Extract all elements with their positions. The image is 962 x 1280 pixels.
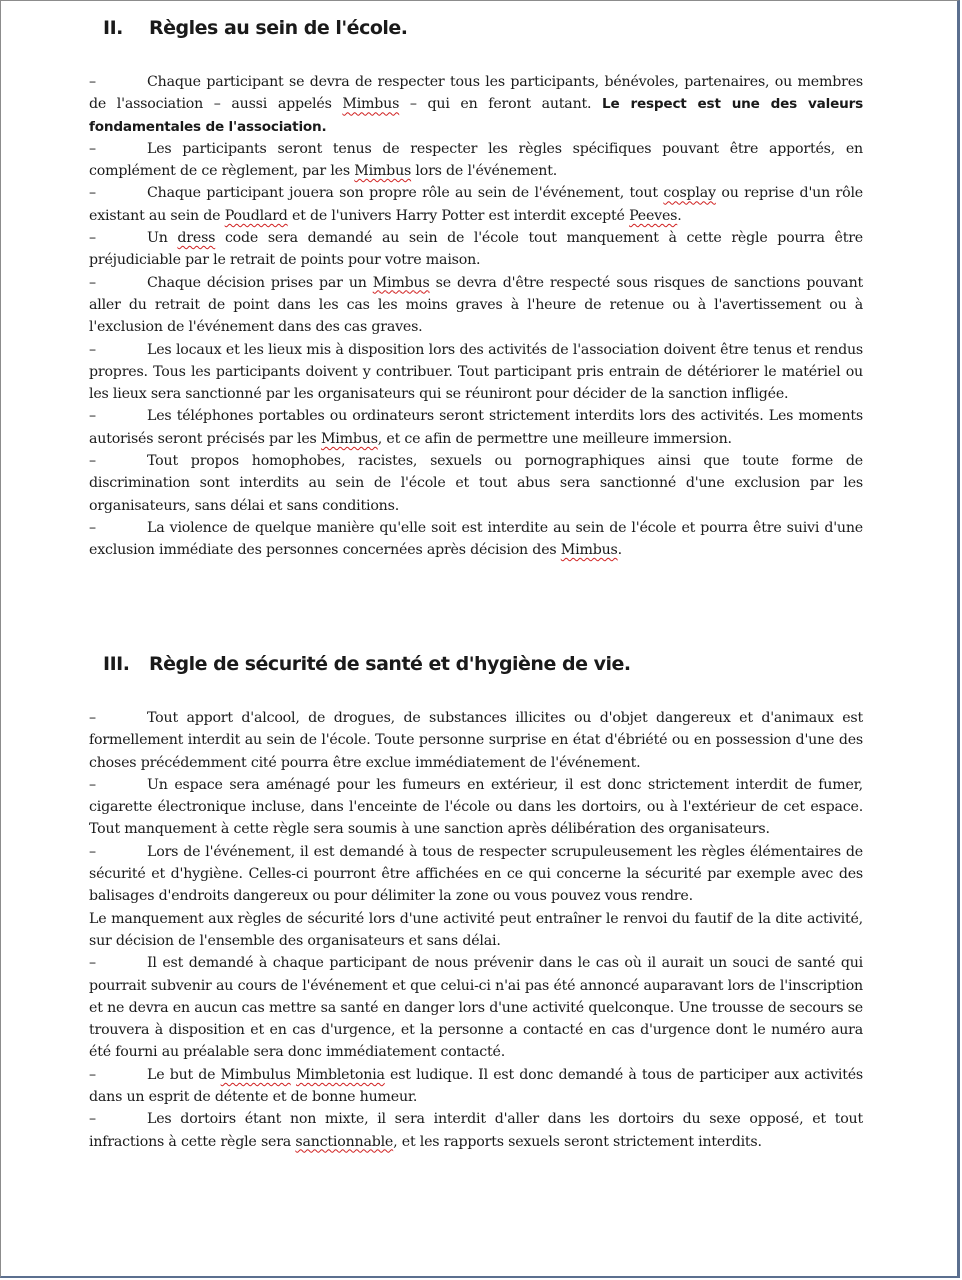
rule-list (89, 707, 863, 1153)
rule-paragraph (89, 707, 863, 774)
rule-text: code sera demandé au sein de l'école tout manquement à cette règle pourra être préjudiciable par le retrait de points pour votre maison. (89, 230, 863, 269)
list-dash: – (89, 776, 96, 793)
rule-text: , et les rapports sexuels seront strictement interdits. (393, 1133, 762, 1150)
section-heading (103, 653, 863, 675)
rule-paragraph (89, 71, 863, 138)
list-dash: – (89, 1066, 96, 1083)
rule-text: Chaque décision prises par un (147, 274, 373, 291)
rule-paragraph (89, 339, 863, 406)
list-dash: – (89, 710, 96, 726)
rule-list (89, 71, 863, 562)
rule-text: . (677, 207, 682, 224)
rule-paragraph (89, 182, 863, 227)
list-dash: – (89, 185, 96, 202)
flagged-word: Poudlard (224, 207, 288, 224)
list-dash: – (89, 341, 96, 358)
rule-paragraph (89, 1108, 863, 1153)
rule-text: lors de l'événement. (411, 163, 558, 180)
rule-text: et de l'univers Harry Potter est interdit excepté (287, 207, 630, 224)
rule-text: Tout apport d'alcool, de drogues, de substances illicites ou d'objet dangereux et d'animaux est formellement interdit au sein de l'école. Toute personne surprise en état d'ébriété ou en possession d'une des choses précédemment cité pourra être exclue immédiatement de l'événement. (89, 710, 863, 771)
rule-text: , et ce afin de permettre une meilleure immersion. (377, 430, 732, 447)
section-securite (89, 653, 863, 1153)
section-ecole (89, 17, 863, 562)
rule-text: ou reprise d'un rôle existant au sein de (89, 185, 863, 224)
rule-text: Un (147, 230, 178, 247)
flagged-word: Mimbletonia (296, 1066, 385, 1083)
rule-text: Un espace sera aménagé pour les fumeurs en extérieur, il est donc strictement interdit de fumer, cigarette électronique incluse, dans l'enceinte de l'école ou dans les dortoirs, ou à l'extérieur de cet espace. Tout manquement à cette règle sera soumis à une sanction après délibération des organisateurs. (89, 776, 863, 838)
section-title: Règle de sécurité de santé et d'hygiène de vie. (149, 653, 631, 675)
flagged-word: Mimbus (354, 163, 412, 180)
flagged-word: Mimbulus (220, 1066, 291, 1083)
rule-text: Chaque participant jouera son propre rôle au sein de l'événement, tout (147, 185, 664, 202)
rule-text: Tout propos homophobes, racistes, sexuels ou pornographiques ainsi que toute forme de discrimination sont interdits au sein de l'école et tout abus sera sanctionné d'une exclusion par les organisateurs, sans délai et sans conditions. (89, 453, 863, 514)
rule-text: Chaque participant se devra de respecter tous les participants, bénévoles, partenaires, ou membres de l'association – aussi appelés (89, 74, 863, 113)
section-title: Règles au sein de l'école. (149, 17, 408, 39)
rule-paragraph (89, 952, 863, 1063)
flagged-word: cosplay (663, 185, 716, 202)
rule-text: Le manquement aux règles de sécurité lors d'une activité peut entraîner le renvoi du fautif de la dite activité, sur décision de l'ensemble des organisateurs et sans délai. (89, 910, 863, 949)
list-dash: – (89, 140, 96, 157)
rule-paragraph (89, 450, 863, 517)
rule-text: La violence de quelque manière qu'elle soit est interdite au sein de l'école et pourra être suivi d'une exclusion immédiate des personnes concernées après décision des (89, 519, 863, 559)
list-dash: – (89, 1111, 96, 1128)
list-dash: – (89, 843, 96, 860)
rule-text: Les locaux et les lieux mis à disposition lors des activités de l'association doivent être tenus et rendus propres. Tous les participants doivent y contribuer. Tout participant pris entrain de détériorer le matériel ou les lieux sera sanctionné par les organisateurs qui se réuniront pour décider de la sanction infligée. (89, 341, 863, 403)
rule-text: Le but de (147, 1066, 221, 1083)
rule-paragraph (89, 841, 863, 908)
rule-text: Les participants seront tenus de respecter les règles spécifiques pouvant être apportés, en complément de ce règlement, par les (89, 140, 863, 180)
rule-paragraph (89, 138, 863, 183)
list-dash: – (89, 955, 96, 972)
rule-text: Les téléphones portables ou ordinateurs seront strictement interdits lors des activités. Les moments autorisés seront précisés par les (89, 408, 863, 447)
flagged-word: dress (177, 230, 216, 247)
rule-text: Il est demandé à chaque participant de nous prévenir dans le cas où il aurait un souci de santé qui pourrait subvenir au cours de l'événement et que celui-ci n'ai pas été annoncé auparavant lors de l'inscription et ne devra en aucun cas mettre sa santé en danger lors d'une activité quelconque. Une trousse de secours se trouvera à disposition et en cas d'urgence, et la personne a contacté en cas d'urgence dont le numéro aura été fourni au préalable sera donc immédiatement contacté. (89, 955, 863, 1061)
section-number: II. (103, 17, 123, 39)
flagged-word: sanctionnable (295, 1133, 394, 1150)
rule-text: . (617, 542, 622, 559)
list-dash: – (89, 453, 96, 470)
rule-paragraph (89, 774, 863, 841)
rule-text: se devra d'être respecté sous risques de sanctions pouvant aller du retrait de point dans les cas les moins graves à l'heure de retenue ou à l'avertissement ou à l'exclusion de l'événement dans des cas graves. (89, 274, 864, 336)
rule-paragraph (89, 1064, 863, 1109)
list-dash: – (89, 274, 96, 291)
list-dash: – (89, 74, 96, 90)
rule-text: est ludique. Il est donc demandé à tous de participer aux activités dans un esprit de détente et de bonne humeur. (89, 1066, 863, 1106)
rule-text: Les dortoirs étant non mixte, il sera interdit d'aller dans les dortoirs du sexe opposé, et tout infractions à cette règle sera (89, 1111, 863, 1150)
rule-text: Lors de l'événement, il est demandé à tous de respecter scrupuleusement les règles élémentaires de sécurité et d'hygiène. Celles-ci pourront être affichées en ce qui concerne la sécurité par exemple avec des balisages d'endroits dangereux ou pour délimiter la zone ou vous pouvez vous rendre. (89, 843, 863, 905)
flagged-word: Mimbus (372, 274, 430, 291)
emphasis-text: Le respect est une des valeurs fondamentales de l'association. (89, 96, 863, 135)
list-dash: – (89, 519, 96, 536)
list-dash: – (89, 230, 96, 247)
rule-text: – qui en feront autant. (399, 96, 603, 113)
flagged-word: Mimbus (320, 430, 378, 447)
rule-paragraph (89, 227, 863, 272)
rule-paragraph (89, 908, 863, 953)
flagged-word: Peeves (629, 207, 678, 224)
rule-paragraph (89, 405, 863, 450)
flagged-word: Mimbus (342, 96, 400, 113)
section-heading (103, 17, 863, 39)
rule-paragraph (89, 272, 863, 339)
flagged-word: Mimbus (560, 542, 618, 559)
rule-paragraph (89, 517, 863, 562)
section-number: III. (103, 653, 130, 675)
list-dash: – (89, 408, 96, 425)
